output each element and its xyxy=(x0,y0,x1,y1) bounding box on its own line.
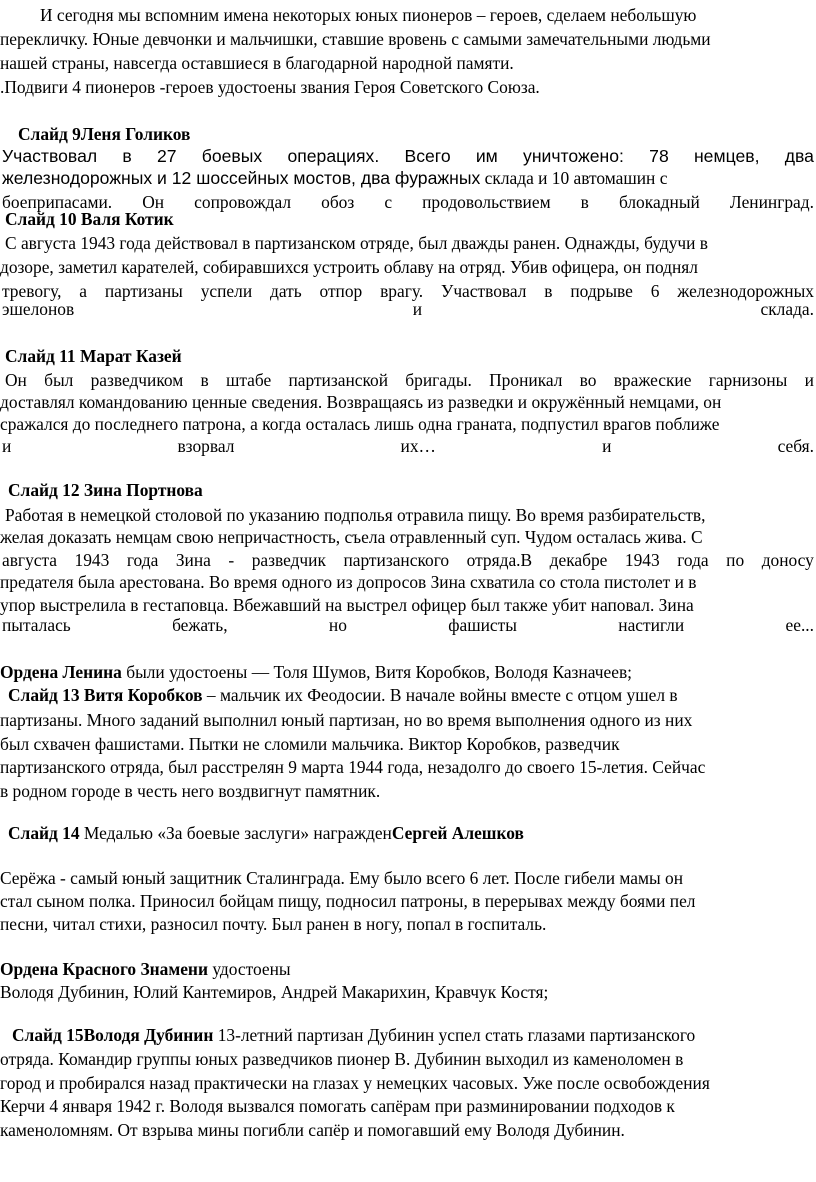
order-lenin-line: Ордена Ленина были удостоены — Толя Шумов, Витя Коробков, Володя Казначеев; xyxy=(0,662,632,682)
slide-12-line-4: предателя была арестована. Во время одного из допросов Зина схватила со стола пистолет и в xyxy=(0,572,697,592)
slide-10-heading: Слайд 10 Валя Котик xyxy=(5,209,174,229)
order-red-banner-line-2: Володя Дубинин, Юлий Кантемиров, Андрей Макарихин, Кравчук Костя; xyxy=(0,982,549,1002)
intro-line-1: И сегодня мы вспомним имена некоторых юных пионеров – героев, сделаем небольшую xyxy=(40,5,697,25)
slide-11-line-1: Он был разведчиком в штабе партизанской бригады. Проникал во вражеские гарнизоны и xyxy=(5,370,814,390)
slide-13-line-3: был схвачен фашистами. Пытки не сломили мальчика. Виктор Коробков, разведчик xyxy=(0,734,620,754)
slide-9-heading: Слайд 9Леня Голиков xyxy=(18,124,191,144)
slide-12-line-1: Работая в немецкой столовой по указанию подполья отравила пищу. Во время разбирательств, xyxy=(5,505,706,525)
slide-15-line-2: отряда. Командир группы юных разведчиков пионер В. Дубинин выходил из каменоломен в xyxy=(0,1049,684,1069)
slide-13-line-5: в родном городе в честь него воздвигнут памятник. xyxy=(0,781,381,801)
slide-15-line-4: Керчи 4 января 1942 г. Володя вызвался помогать сапёрам при разминировании подходов к xyxy=(0,1096,675,1116)
slide-15-line-5: каменоломням. От взрыва мины погибли сапёр и помогавший ему Володя Дубинин. xyxy=(0,1120,625,1140)
intro-line-4: .Подвиги 4 пионеров -героев удостоены звания Героя Советского Союза. xyxy=(0,77,540,97)
slide-12-line-5: упор выстрелила в гестаповца. Вбежавший на выстрел офицер был также убит наповал. Зина xyxy=(0,595,694,615)
slide-11-line-3: сражался до последнего патрона, а когда осталась лишь одна граната, подпустил врагов поближе xyxy=(0,414,720,434)
slide-15-line-1: Слайд 15Володя Дубинин 13-летний партизан Дубинин успел стать глазами партизанского xyxy=(12,1025,696,1045)
slide-10-line-3: тревогу, а партизаны успели дать отпор врагу. Участвовал в подрыве 6 железнодорожных xyxy=(2,281,814,301)
slide-13-line-2: партизаны. Много заданий выполнил юный партизан, но во время выполнения одного из них xyxy=(0,710,693,730)
slide-13-line-4: партизанского отряда, был расстрелян 9 марта 1944 года, незадолго до своего 15-летия. Сейчас xyxy=(0,757,706,777)
intro-line-2: перекличку. Юные девчонки и мальчишки, ставшие вровень с самыми замечательными людьми xyxy=(0,29,711,49)
slide-11-heading: Слайд 11 Марат Казей xyxy=(5,346,182,366)
slide-9-line-1: Участвовал в 27 боевых операциях. Всего им уничтожено: 78 немцев, два xyxy=(2,146,814,166)
order-red-banner-line-1: Ордена Красного Знамени удостоены xyxy=(0,959,291,979)
slide-14-heading: Слайд 14 Медалью «За боевые заслуги» награжденСергей Алешков xyxy=(8,823,524,843)
slide-12-heading: Слайд 12 Зина Портнова xyxy=(8,480,203,500)
slide-10-line-4: эшелонов и склада. xyxy=(2,299,814,319)
slide-10-line-2: дозоре, заметил карателей, собиравшихся устроить облаву на отряд. Убив офицера, он поднял xyxy=(0,257,698,277)
slide-11-line-4: и взорвал их… и себя. xyxy=(2,436,814,456)
slide-15-line-3: город и пробирался назад практически на глазах у немецких часовых. Уже после освобождения xyxy=(0,1073,710,1093)
slide-11-line-2: доставлял командованию ценные сведения. Возвращаясь из разведки и окружённый немцами, он xyxy=(0,392,722,412)
slide-12-line-6: пыталась бежать, но фашисты настигли ее... xyxy=(2,615,814,635)
slide-14-line-1: Серёжа - самый юный защитник Сталинграда. Ему было всего 6 лет. После гибели мамы он xyxy=(0,868,684,888)
slide-14-line-3: песни, читал стихи, разносил почту. Был ранен в ногу, попал в госпиталь. xyxy=(0,914,547,934)
slide-14-line-2: стал сыном полка. Приносил бойцам пищу, подносил патроны, в перерывах между боями пел xyxy=(0,891,696,911)
slide-13-line-1: Слайд 13 Витя Коробков – мальчик их Феодосии. В начале войны вместе с отцом ушел в xyxy=(8,685,678,705)
slide-9-line-3: боеприпасами. Он сопровождал обоз с продовольствием в блокадный Ленинград. xyxy=(2,192,814,212)
slide-9-line-2: железнодорожных и 12 шоссейных мостов, два фуражных склада и 10 автомашин с xyxy=(2,168,668,188)
slide-12-line-3: августа 1943 года Зина - разведчик партизанского отряда.В декабре 1943 года по доносу xyxy=(2,550,814,570)
intro-line-3: нашей страны, навсегда оставшиеся в благодарной народной памяти. xyxy=(0,53,514,73)
slide-10-line-1: С августа 1943 года действовал в партизанском отряде, был дважды ранен. Однажды, будучи в xyxy=(5,233,709,253)
slide-12-line-2: желая доказать немцам свою непричастность, съела отравленный суп. Чудом осталась жива. С xyxy=(0,527,703,547)
